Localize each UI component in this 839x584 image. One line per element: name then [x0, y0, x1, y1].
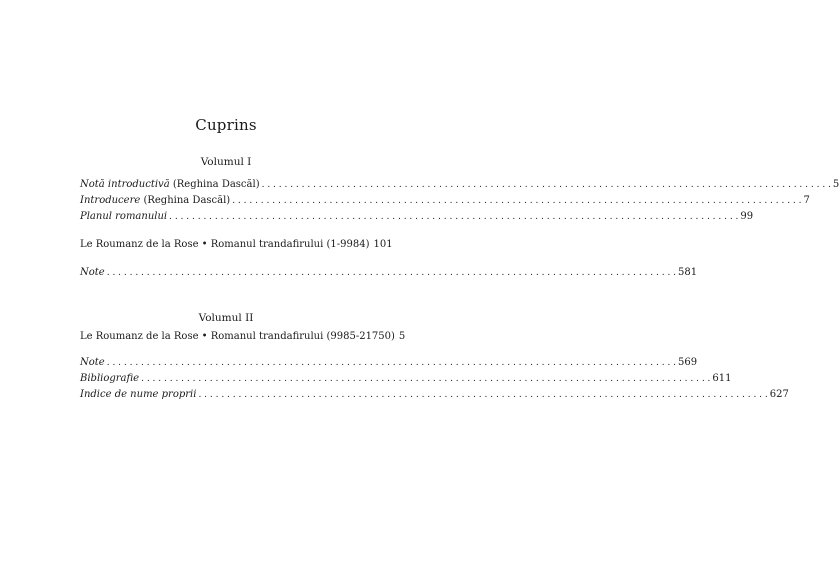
toc-entry-label: Note — [80, 357, 105, 368]
page-title: Cuprins — [195, 116, 257, 134]
toc-entry-label: Indice de nume proprii — [80, 389, 197, 400]
toc-entry-page: 569 — [678, 357, 698, 368]
toc-entry-page: 101 — [373, 239, 393, 250]
toc-entry-label: Note — [80, 267, 105, 278]
toc-entry-page: 611 — [712, 373, 732, 384]
dot-leader — [262, 178, 831, 192]
toc-entry[interactable] — [80, 388, 789, 402]
volume-heading: Volumul II — [198, 312, 254, 324]
toc-entry-page: 627 — [769, 389, 789, 400]
toc-entry-label: Notă introductivă (Reghina Dascăl) — [80, 179, 260, 190]
toc-entry-page: 99 — [740, 211, 754, 222]
toc-entry-page: 7 — [803, 195, 810, 206]
volume-heading: Volumul I — [200, 156, 252, 168]
dot-leader — [107, 266, 676, 280]
toc-entry-page: 5 — [398, 331, 406, 342]
toc-entry-page: 5 — [832, 179, 839, 190]
dot-leader — [141, 372, 710, 386]
toc-entry-label: Le Roumanz de la Rose • Romanul trandafirului (1-9984) — [80, 239, 370, 250]
dot-leader — [232, 194, 801, 208]
toc-entry[interactable] — [80, 330, 406, 344]
dot-leader — [169, 210, 738, 224]
toc-entry[interactable] — [80, 266, 698, 280]
toc-entry[interactable] — [80, 178, 839, 192]
toc-entry-label: Introducere (Reghina Dascăl) — [80, 195, 231, 206]
toc-entry[interactable] — [80, 372, 732, 386]
toc-entry[interactable] — [80, 238, 393, 252]
toc-entry-label: Planul romanului — [80, 211, 168, 222]
toc-entry[interactable] — [80, 210, 754, 224]
toc-entry[interactable] — [80, 356, 698, 370]
toc-entry-page: 581 — [678, 267, 698, 278]
toc-entry[interactable] — [80, 194, 810, 208]
toc-entry-label: Bibliografie — [80, 373, 140, 384]
dot-leader — [198, 388, 767, 402]
dot-leader — [107, 356, 676, 370]
toc-entry-label: Le Roumanz de la Rose • Romanul trandafirului (9985-21750) — [80, 331, 395, 342]
